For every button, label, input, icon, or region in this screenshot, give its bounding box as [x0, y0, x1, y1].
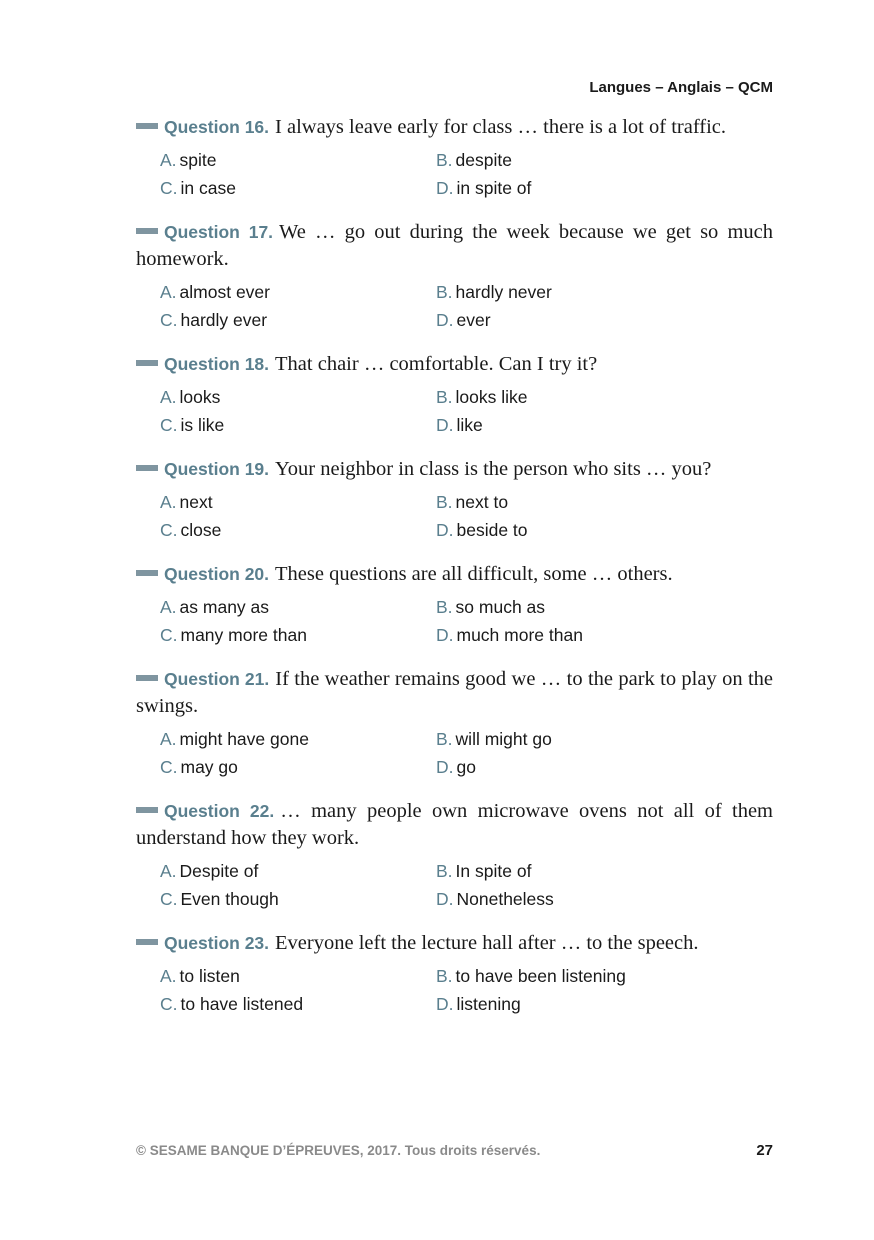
option-text: to have listened — [180, 993, 304, 1014]
option-text: as many as — [179, 597, 270, 617]
question-list — [136, 114, 773, 1035]
option-letter: C. — [160, 177, 178, 198]
bullet-bar-icon — [136, 939, 158, 945]
option-letter: A. — [160, 282, 177, 302]
option-a[interactable] — [160, 859, 436, 885]
option-b[interactable] — [436, 964, 736, 990]
option-text: listening — [456, 993, 521, 1014]
option-c[interactable] — [160, 413, 436, 439]
answer-options — [160, 595, 773, 648]
question-stem: If the weather remains good we … to the park to play on the swings. — [136, 668, 773, 717]
option-letter: D. — [436, 519, 454, 540]
option-d[interactable] — [436, 623, 736, 649]
option-text: next — [179, 492, 213, 512]
option-letter: B. — [436, 729, 453, 749]
option-d[interactable] — [436, 887, 736, 913]
option-text: looks like — [455, 387, 528, 407]
option-d[interactable] — [436, 413, 736, 439]
question-label: Question 18. — [164, 354, 270, 374]
question-text-block — [136, 456, 773, 483]
question-18 — [136, 351, 773, 438]
question-label: Question 16. — [164, 117, 270, 137]
question-text-block — [136, 561, 773, 588]
copyright-notice: © SESAME BANQUE D’ÉPREUVES, 2017. Tous droits réservés. — [136, 1143, 541, 1158]
question-label: Question 17. — [164, 222, 274, 242]
option-text: next to — [455, 492, 509, 512]
option-d[interactable] — [436, 992, 736, 1018]
bullet-bar-icon — [136, 465, 158, 471]
option-text: to listen — [179, 966, 240, 986]
option-letter: A. — [160, 861, 177, 881]
question-17 — [136, 219, 773, 333]
page-number: 27 — [756, 1142, 773, 1159]
option-letter: D. — [436, 177, 454, 198]
option-c[interactable] — [160, 176, 436, 202]
option-letter: C. — [160, 993, 178, 1014]
option-a[interactable] — [160, 148, 436, 174]
option-text: in spite of — [456, 177, 532, 198]
answer-options — [160, 280, 773, 333]
option-c[interactable] — [160, 308, 436, 334]
option-a[interactable] — [160, 385, 436, 411]
option-letter: B. — [436, 966, 453, 986]
option-letter: D. — [436, 624, 454, 645]
question-text-block — [136, 114, 773, 141]
option-text: will might go — [455, 729, 552, 749]
question-stem: I always leave early for class … there is a lot of traffic. — [275, 116, 727, 138]
question-text-block — [136, 351, 773, 378]
answer-options — [160, 148, 773, 201]
option-text: to have been listening — [455, 966, 626, 986]
option-text: may go — [180, 756, 238, 777]
bullet-bar-icon — [136, 807, 158, 813]
bullet-bar-icon — [136, 675, 158, 681]
question-label: Question 21. — [164, 669, 270, 689]
option-d[interactable] — [436, 308, 736, 334]
question-stem: … many people own microwave ovens not all of them understand how they work. — [136, 800, 773, 849]
question-label: Question 23. — [164, 933, 270, 953]
option-text: spite — [179, 150, 217, 170]
option-text: ever — [456, 309, 491, 330]
option-letter: A. — [160, 492, 177, 512]
question-16 — [136, 114, 773, 201]
option-text: hardly ever — [180, 309, 268, 330]
option-b[interactable] — [436, 595, 736, 621]
option-letter: C. — [160, 414, 178, 435]
question-23 — [136, 930, 773, 1017]
option-letter: C. — [160, 888, 178, 909]
question-text-block — [136, 666, 773, 720]
option-text: hardly never — [455, 282, 552, 302]
option-a[interactable] — [160, 595, 436, 621]
option-letter: D. — [436, 309, 454, 330]
question-stem: Everyone left the lecture hall after … to the speech. — [275, 932, 699, 954]
option-text: many more than — [180, 624, 307, 645]
bullet-bar-icon — [136, 570, 158, 576]
option-letter: C. — [160, 624, 178, 645]
option-b[interactable] — [436, 490, 736, 516]
option-letter: A. — [160, 597, 177, 617]
option-letter: B. — [436, 861, 453, 881]
option-text: so much as — [455, 597, 546, 617]
option-letter: B. — [436, 492, 453, 512]
option-text: like — [456, 414, 483, 435]
option-text: close — [180, 519, 222, 540]
option-letter: B. — [436, 597, 453, 617]
option-b[interactable] — [436, 727, 736, 753]
question-stem: These questions are all difficult, some … others. — [275, 563, 673, 585]
option-text: go — [456, 756, 476, 777]
option-text: is like — [180, 414, 225, 435]
option-d[interactable] — [436, 755, 736, 781]
option-letter: D. — [436, 756, 454, 777]
option-a[interactable] — [160, 727, 436, 753]
option-text: beside to — [456, 519, 528, 540]
question-19 — [136, 456, 773, 543]
option-b[interactable] — [436, 385, 736, 411]
option-letter: B. — [436, 150, 453, 170]
question-21 — [136, 666, 773, 780]
option-b[interactable] — [436, 148, 736, 174]
option-text: might have gone — [179, 729, 309, 749]
option-text: despite — [455, 150, 512, 170]
option-c[interactable] — [160, 992, 436, 1018]
option-letter: A. — [160, 729, 177, 749]
bullet-bar-icon — [136, 360, 158, 366]
option-a[interactable] — [160, 280, 436, 306]
option-letter: C. — [160, 519, 178, 540]
option-b[interactable] — [436, 280, 736, 306]
option-text: much more than — [456, 624, 583, 645]
option-letter: C. — [160, 309, 178, 330]
question-stem: Your neighbor in class is the person who sits … you? — [275, 458, 712, 480]
option-text: Even though — [180, 888, 279, 909]
option-letter: D. — [436, 414, 454, 435]
option-letter: A. — [160, 387, 177, 407]
option-text: Despite of — [179, 861, 259, 881]
option-a[interactable] — [160, 490, 436, 516]
question-text-block — [136, 798, 773, 852]
question-stem: We … go out during the week because we get so much homework. — [136, 221, 773, 270]
option-c[interactable] — [160, 755, 436, 781]
option-text: in case — [180, 177, 236, 198]
question-22 — [136, 798, 773, 912]
option-letter: C. — [160, 756, 178, 777]
bullet-bar-icon — [136, 228, 158, 234]
question-stem: That chair … comfortable. Can I try it? — [275, 353, 598, 375]
question-label: Question 19. — [164, 459, 270, 479]
option-letter: B. — [436, 282, 453, 302]
option-text: almost ever — [179, 282, 270, 302]
question-label: Question 22. — [164, 801, 275, 821]
answer-options — [160, 727, 773, 780]
question-text-block — [136, 930, 773, 957]
answer-options — [160, 490, 773, 543]
option-text: In spite of — [455, 861, 532, 881]
option-b[interactable] — [436, 859, 736, 885]
question-text-block — [136, 219, 773, 273]
option-d[interactable] — [436, 518, 736, 544]
option-letter: B. — [436, 387, 453, 407]
question-label: Question 20. — [164, 564, 270, 584]
option-d[interactable] — [436, 176, 736, 202]
option-letter: D. — [436, 888, 454, 909]
option-letter: D. — [436, 993, 454, 1014]
answer-options — [160, 385, 773, 438]
answer-options — [160, 964, 773, 1017]
answer-options — [160, 859, 773, 912]
running-header: Langues – Anglais – QCM — [589, 79, 773, 96]
bullet-bar-icon — [136, 123, 158, 129]
option-letter: A. — [160, 966, 177, 986]
option-letter: A. — [160, 150, 177, 170]
option-c[interactable] — [160, 623, 436, 649]
question-20 — [136, 561, 773, 648]
option-c[interactable] — [160, 518, 436, 544]
option-a[interactable] — [160, 964, 436, 990]
option-c[interactable] — [160, 887, 436, 913]
option-text: looks — [179, 387, 221, 407]
option-text: Nonetheless — [456, 888, 554, 909]
